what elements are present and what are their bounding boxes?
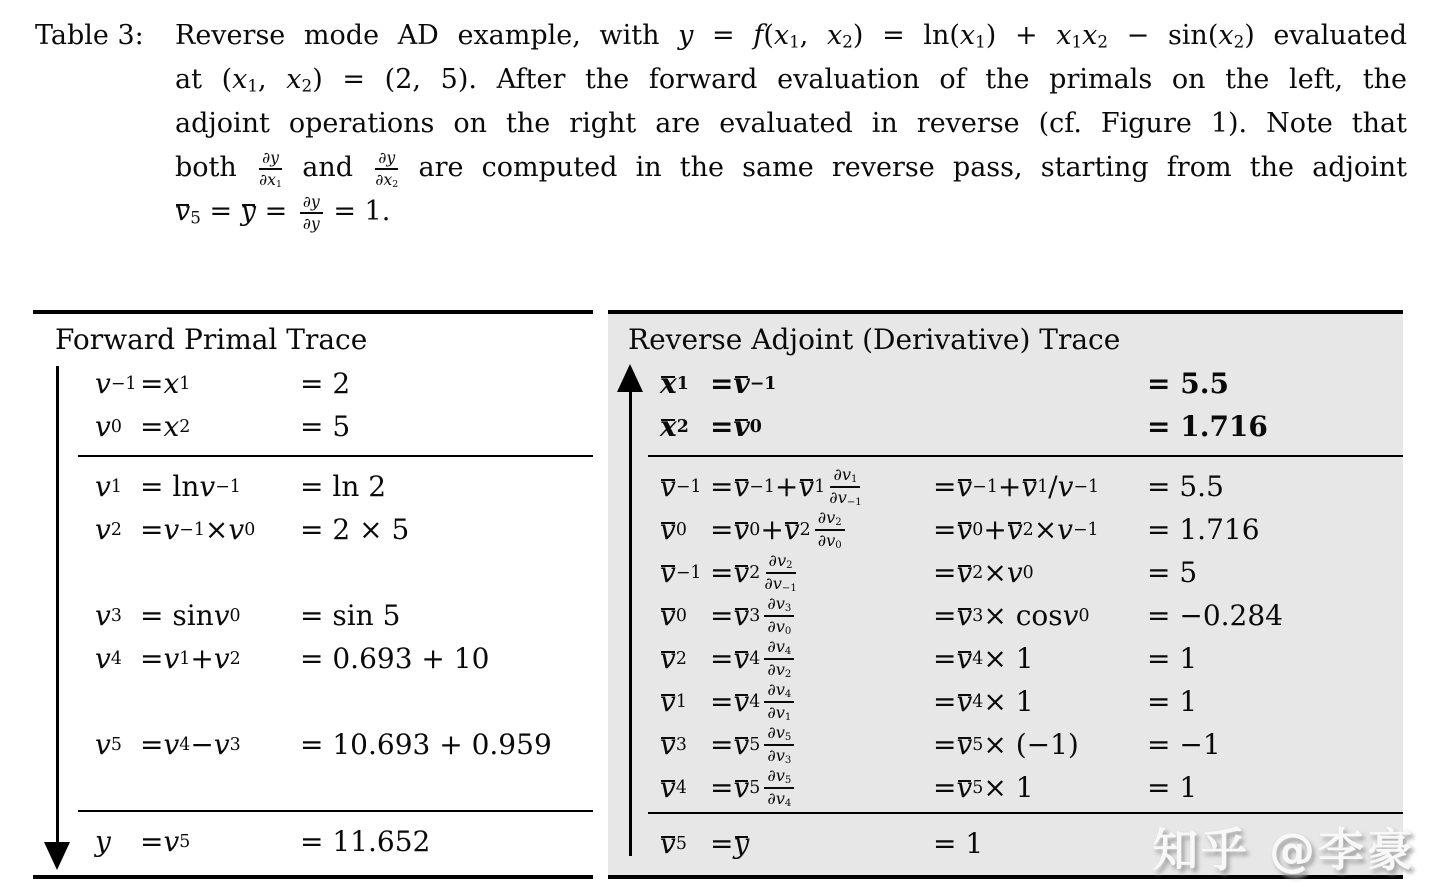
caption-line: $v_5 = y$ = $\frac{\partial y}{\partial y}$ = 1. (175, 191, 391, 233)
caption-line: Reverse mode AD example, with $y = f(x_1$, $x_2) = \ln(x_1) + x_1x_2 - \sin(x_2)$ evaluated (175, 20, 1407, 52)
var-cell: v 4 (95, 642, 122, 675)
table-row (608, 723, 1403, 766)
var-cell: v −1 (660, 555, 702, 589)
table-row (608, 362, 1403, 405)
value-cell: = 1.716 (1147, 410, 1268, 443)
caption-label: Table 3: (35, 20, 144, 51)
eval-cell: = v 4 × 1 (933, 641, 1034, 675)
watermark: 知乎 @李豪 (1152, 823, 1417, 877)
eval-cell: = v 4 × 1 (933, 684, 1034, 718)
var-cell: v 0 (660, 512, 687, 546)
var-cell: v 1 (660, 684, 687, 718)
right-table-title: Reverse Adjoint (Derivative) Trace (628, 323, 1121, 356)
left-output-section (33, 820, 593, 863)
up-arrow-icon (617, 364, 643, 392)
value-cell: = 1 (1147, 685, 1198, 718)
section-rule (648, 455, 1403, 457)
caption-line: at ($x_1$, $x_2) = (2$, 5). After the forward evaluation of the primals on the left, the (175, 64, 1407, 96)
table-row (33, 465, 593, 508)
value-cell: = 5 (1147, 556, 1198, 589)
table-row (608, 465, 1403, 508)
expr-cell: = v −1 (710, 366, 777, 400)
var-cell: v −1 (95, 367, 137, 400)
reverse-adjoint-trace-table (608, 310, 1403, 879)
expr-cell: = v 2 $\frac{\partial v_2}{\partial v_{-1}}$ (710, 551, 797, 594)
var-cell: v 5 (95, 728, 122, 761)
var-cell: v 3 (95, 599, 122, 632)
expr-cell: = v 5 $\frac{\partial v_5}{\partial v_3}$ (710, 723, 796, 766)
var-cell: v 2 (660, 641, 687, 675)
table-row (33, 723, 593, 766)
value-cell: = 2 (300, 367, 351, 400)
table-row (608, 637, 1403, 680)
eval-cell: = v 5 × (−1) (933, 727, 1079, 761)
eval-cell: = v 5 × 1 (933, 770, 1034, 804)
expr-cell: = v 1 + v 2 (140, 642, 241, 675)
section-rule (78, 810, 593, 812)
value-cell: = sin 5 (300, 599, 401, 632)
var-cell: v 2 (95, 513, 122, 546)
table-caption (35, 14, 1407, 234)
expr-cell: = ln v −1 (140, 470, 241, 503)
expr-cell: = v 5 (140, 825, 191, 858)
var-cell: v 0 (95, 410, 122, 443)
value-cell: = 10.693 + 0.959 (300, 728, 552, 761)
expr-cell: = v −1 + v 1 $\frac{\partial v_1}{\partial v_{-1}}$ (710, 465, 862, 508)
bottom-rule (33, 875, 593, 879)
table-row (33, 362, 593, 405)
down-arrow-icon (44, 842, 70, 870)
table-row (608, 766, 1403, 809)
left-table-title: Forward Primal Trace (55, 323, 368, 356)
eval-cell: = v 2 × v 0 (933, 555, 1034, 589)
left-operations-section (33, 465, 593, 766)
var-cell: y (95, 825, 111, 858)
var-cell: v 4 (660, 770, 687, 804)
expr-cell: = x 2 (140, 410, 191, 443)
expr-cell: = v 4 − v 3 (140, 728, 241, 761)
var-cell: v 3 (660, 727, 687, 761)
table-row (33, 594, 593, 637)
right-operations-section (608, 465, 1403, 809)
table-row (608, 551, 1403, 594)
var-cell: v −1 (660, 469, 702, 503)
value-cell: = 2 × 5 (300, 513, 410, 546)
expr-cell: = v −1 × v 0 (140, 513, 256, 546)
var-cell: x 1 (660, 366, 689, 400)
table-row (608, 405, 1403, 448)
table-row (33, 405, 593, 448)
expr-cell: = x 1 (140, 367, 191, 400)
eval-cell: = v 3 × cos v 0 (933, 598, 1090, 632)
var-cell: v 5 (660, 826, 687, 860)
forward-arrow-line (56, 366, 59, 844)
value-cell: = 1.716 (1147, 513, 1260, 546)
section-rule (78, 455, 593, 457)
expr-cell: = v 4 $\frac{\partial v_4}{\partial v_1}$ (710, 680, 796, 723)
expr-cell: = v 5 $\frac{\partial v_5}{\partial v_4}$ (710, 766, 796, 809)
var-cell: x 2 (660, 409, 689, 443)
table-row (608, 594, 1403, 637)
value-cell: = 1 (1147, 771, 1198, 804)
table-row (33, 508, 593, 551)
expr-cell: = v 4 $\frac{\partial v_4}{\partial v_2}$ (710, 637, 796, 680)
var-cell: v 0 (660, 598, 687, 632)
table-row (608, 680, 1403, 723)
value-cell: = 11.652 (300, 825, 431, 858)
value-cell: = ln 2 (300, 470, 387, 503)
var-cell: v 1 (95, 470, 122, 503)
left-inputs-section (33, 362, 593, 448)
table-row (608, 508, 1403, 551)
caption-line: adjoint operations on the right are evaluated in reverse (cf. Figure 1). Note that (175, 108, 1407, 139)
value-cell: = 5 (300, 410, 351, 443)
table-row (33, 637, 593, 680)
reverse-arrow-line (629, 392, 632, 856)
value-cell: = 5.5 (1147, 367, 1229, 400)
forward-primal-trace-table (33, 310, 593, 879)
caption-line: both $\frac{\partial y}{\partial x_1}$ and $\frac{\partial y}{\partial x_2}$ are computed in the same reverse pass, starting from the adjoint (175, 147, 1407, 190)
value-cell: = 5.5 (1147, 470, 1224, 503)
value-cell: = 1 (1147, 642, 1198, 675)
expr-cell: = v 0 + v 2 $\frac{\partial v_2}{\partial v_0}$ (710, 508, 847, 551)
value-cell: = 0.693 + 10 (300, 642, 490, 675)
eval-cell: = 1 (933, 827, 984, 860)
caption-text (175, 14, 1407, 234)
expr-cell: = y (710, 826, 750, 860)
value-cell: = −1 (1147, 728, 1221, 761)
row-spacer (33, 680, 593, 723)
eval-cell: = v 0 + v 2 × v −1 (933, 512, 1099, 546)
right-results-section (608, 362, 1403, 448)
expr-cell: = v 3 $\frac{\partial v_3}{\partial v_0}$ (710, 594, 796, 637)
value-cell: = −0.284 (1147, 599, 1283, 632)
table-row (33, 820, 593, 863)
expr-cell: = v 0 (710, 409, 762, 443)
row-spacer (33, 551, 593, 594)
expr-cell: = sin v 0 (140, 599, 241, 632)
eval-cell: = v −1 + v 1 / v −1 (933, 469, 1100, 503)
